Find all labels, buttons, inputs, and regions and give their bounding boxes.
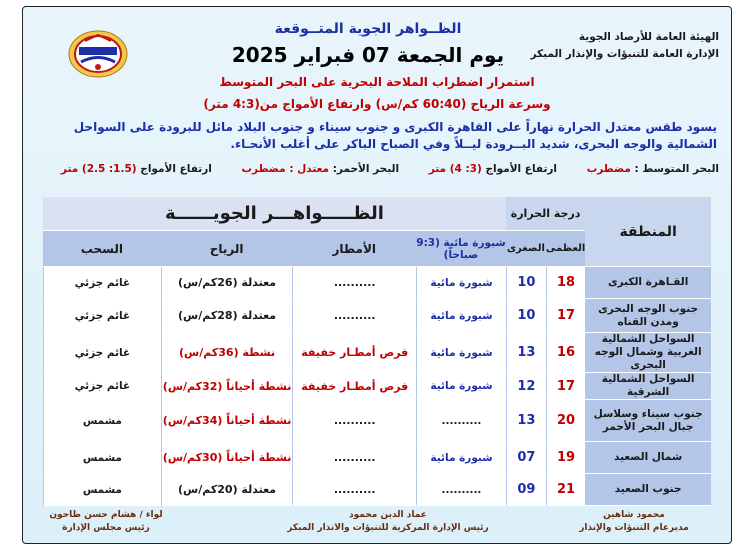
mediterranean-state — [587, 163, 719, 175]
weather-summary: يسود طقس معتدل الحرارة نهاراً على القاهرة الكبرى و جنوب سيناء و جنوب البلاد مائل للبرودة على السواحل الشمالية والوجه البحرى، شديد البــرودة ليــلاً وفي الصباح الباكر على أغلب الأنحـاء. — [73, 120, 717, 151]
sea-state — [29, 163, 719, 175]
max-temp-header: العظمى — [546, 231, 585, 267]
fog-cell: شبورة مائية — [416, 373, 506, 400]
min-temp-cell: 12 — [506, 373, 546, 400]
temperature-header: درجة الحرارة — [506, 197, 585, 231]
cloud-cell: غائم جزئي — [43, 299, 161, 333]
signature-right-title: مديرعام التنبؤات والإنذار — [579, 523, 689, 533]
rain-cell: فرص أمطـار خفيفة — [292, 333, 416, 373]
max-temp-cell: 21 — [546, 474, 585, 506]
red-sea-waves — [61, 163, 212, 175]
cloud-cell: غائم جزئي — [43, 333, 161, 373]
red-sea-value: معتدل : مضطرب — [241, 163, 330, 175]
wind-cell: نشطة أحياناً (30كم/س) — [161, 442, 293, 474]
red-sea-state — [242, 163, 400, 175]
rain-cell: .......... — [292, 299, 416, 333]
max-temp-cell: 18 — [546, 267, 585, 299]
table-row — [43, 299, 711, 333]
table-row — [43, 474, 711, 506]
signature-right-name: محمود شاهين — [603, 510, 665, 520]
fog-cell: شبورة مائية — [416, 333, 506, 373]
red-sea-label: البحر الأحمر: — [332, 163, 400, 175]
red-sea-waves-value: (1.5: 2.5) متر — [60, 163, 137, 175]
max-temp-cell: 16 — [546, 333, 585, 373]
min-temp-cell: 10 — [506, 299, 546, 333]
rain-cell: .......... — [292, 267, 416, 299]
wind-cell: معتدلة (20كم/س) — [161, 474, 293, 506]
signature-center-title: رئيس الإدارة المركزية للتنبؤات والانذار المبكر — [287, 523, 489, 533]
rain-header: الأمطار — [292, 231, 416, 267]
forecast-bulletin — [22, 6, 732, 544]
forecast-rows — [43, 267, 711, 506]
min-temp-cell: 10 — [506, 267, 546, 299]
min-temp-cell: 09 — [506, 474, 546, 506]
mediterranean-label: البحر المتوسط : — [634, 163, 719, 175]
region-cell: جنوب سيناء وسلاسل جبال البحر الأحمر — [585, 400, 711, 442]
fog-cell: شبورة مائية — [416, 299, 506, 333]
region-cell: جنوب الوجه البحرى ومدن القناه — [585, 299, 711, 333]
fog-cell: .......... — [416, 474, 506, 506]
signature-central-director — [253, 509, 523, 535]
org-line-1: الهيئة العامة للأرصاد الجوية — [578, 31, 719, 43]
wind-cell: معتدلة (28كم/س) — [161, 299, 293, 333]
cloud-cell: غائم جزئي — [43, 267, 161, 299]
mediterranean-waves-value: (3: 4) متر — [428, 163, 482, 175]
phenomena-header: الظـــــواهـــر الجويــــــة — [43, 197, 506, 231]
region-cell: السواحل الشمالية الغربية وشمال الوجه البحرى — [585, 333, 711, 373]
table-row — [43, 400, 711, 442]
max-temp-cell: 20 — [546, 400, 585, 442]
bulletin-date: يوم الجمعة 07 فبراير 2025 — [231, 43, 505, 67]
max-temp-cell: 19 — [546, 442, 585, 474]
cloud-cell: مشمس — [43, 442, 161, 474]
mediterranean-waves-label: ارتفاع الأمواج — [485, 163, 558, 175]
table-row — [43, 373, 711, 400]
cloud-cell: مشمس — [43, 474, 161, 506]
table-row — [43, 333, 711, 373]
signature-forecast-director — [549, 509, 719, 535]
wind-cell: نشطة أحياناً (32كم/س) — [161, 373, 293, 400]
table-row — [43, 267, 711, 299]
max-temp-cell: 17 — [546, 373, 585, 400]
wind-cell: معتدلة (26كم/س) — [161, 267, 293, 299]
min-temp-header: الصغرى — [506, 231, 546, 267]
fog-cell: شبورة مائية — [416, 442, 506, 474]
signature-chairman — [31, 509, 181, 535]
min-temp-cell: 13 — [506, 333, 546, 373]
region-cell: جنوب الصعيد — [585, 474, 711, 506]
rain-cell: .......... — [292, 474, 416, 506]
region-header: المنطقة — [585, 197, 711, 267]
signature-center-name: عماد الدين محمود — [349, 510, 427, 520]
organization-name — [531, 29, 719, 63]
table-row — [43, 442, 711, 474]
marine-alert-line-2: وسرعة الرياح (60:40 كم/س) وارتفاع الأمواج من(4:3 متر) — [203, 97, 551, 111]
cloud-cell: غائم جزئي — [43, 373, 161, 400]
mediterranean-value: مضطرب — [586, 163, 631, 175]
fog-cell: .......... — [416, 400, 506, 442]
wind-cell: نشطة (36كم/س) — [161, 333, 293, 373]
cloud-cell: مشمس — [43, 400, 161, 442]
forecast-grid — [43, 197, 711, 506]
signature-left-title: رئيس مجلس الإدارة — [62, 523, 150, 533]
rain-cell: .......... — [292, 400, 416, 442]
wind-cell: نشطة أحياناً (34كم/س) — [161, 400, 293, 442]
rain-cell: فرص أمطـار خفيفة — [292, 373, 416, 400]
red-sea-waves-label: ارتفاع الأمواج — [140, 163, 212, 175]
min-temp-cell: 13 — [506, 400, 546, 442]
org-line-2: الإدارة العامة للتنبؤات والإنذار المبكر — [530, 48, 719, 60]
fog-cell: شبورة مائية — [416, 267, 506, 299]
forecast-table — [43, 197, 711, 506]
fog-header: شبورة مائية (9:3 صباحاً) — [416, 231, 506, 267]
marine-alert-line-1: استمرار اضطراب الملاحة البحرية على البحر المتوسط — [219, 75, 535, 89]
egyptian-meteorological-authority-logo-icon — [67, 29, 129, 79]
wind-header: الرياح — [161, 231, 293, 267]
region-cell: السواحل الشمالية الشرقية — [585, 373, 711, 400]
cloud-header: السحب — [43, 231, 161, 267]
mediterranean-waves — [429, 163, 557, 175]
region-cell: شمال الصعيد — [585, 442, 711, 474]
bulletin-title: الظــواهر الجوية المتــوقعة — [274, 21, 462, 37]
region-cell: القـاهرة الكبرى — [585, 267, 711, 299]
min-temp-cell: 07 — [506, 442, 546, 474]
rain-cell: .......... — [292, 442, 416, 474]
max-temp-cell: 17 — [546, 299, 585, 333]
signature-left-name: لواء / هشام حسن طاحون — [49, 510, 163, 520]
